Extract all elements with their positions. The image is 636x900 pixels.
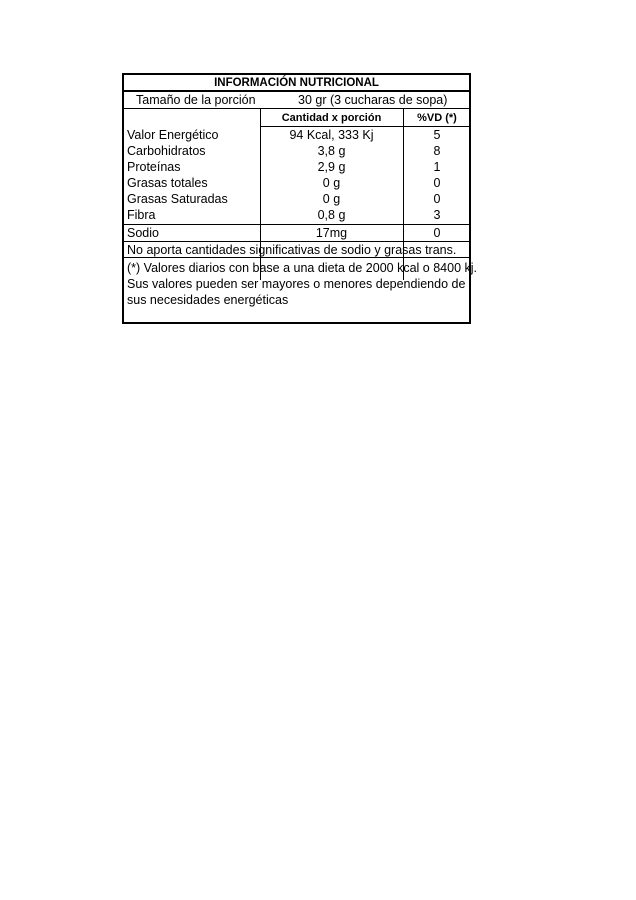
nutrient-quantity: 0,8 g [317,208,346,222]
nutrient-daily-value: 0 [433,192,441,206]
table-row [124,207,469,223]
nutrient-quantity: 17mg [315,226,348,240]
serving-size-label: Tamaño de la porción [136,93,256,107]
table-row [124,159,469,175]
table-row [124,191,469,207]
nutrient-quantity: 3,8 g [317,144,346,158]
nutrient-daily-value: 0 [433,176,441,190]
nutrient-name: Grasas Saturadas [127,192,228,206]
nutrient-name: Proteínas [127,160,181,174]
nutrient-name: Valor Energético [127,128,219,142]
column-header-daily-value: %VD (*) [417,112,457,124]
nutrient-daily-value: 0 [433,226,441,240]
footnote-line: Sus valores pueden ser mayores o menores dependiendo de [127,277,466,291]
nutrient-quantity: 2,9 g [317,160,346,174]
nutrient-name: Fibra [127,208,156,222]
trans-fat-note: No aporta cantidades significativas de sodio y grasas trans. [124,241,469,258]
nutrient-quantity: 0 g [322,192,341,206]
nutrient-daily-value: 8 [433,144,441,158]
table-title: INFORMACIÓN NUTRICIONAL [124,75,469,92]
daily-value-footnote [124,259,477,322]
table-row [124,127,469,143]
footnote-line: sus necesidades energéticas [127,293,289,307]
nutrition-facts-table [122,73,477,324]
table-row [124,225,469,241]
nutrient-quantity: 94 Kcal, 333 Kj [289,128,374,142]
footnote-line: (*) Valores diarios con base a una dieta de 2000 kcal o 8400 kj. [127,261,477,275]
nutrient-name: Carbohidratos [127,144,206,158]
column-header-quantity: Cantidad x porción [281,112,382,124]
nutrient-quantity: 0 g [322,176,341,190]
nutrient-name: Sodio [127,226,159,240]
serving-size-row [124,92,469,109]
serving-size-value: 30 gr (3 cucharas de sopa) [298,93,448,107]
table-row [124,175,469,191]
nutrient-daily-value: 5 [433,128,441,142]
table-row [124,143,469,159]
nutrient-daily-value: 1 [433,160,441,174]
nutrient-daily-value: 3 [433,208,441,222]
nutrient-name: Grasas totales [127,176,208,190]
